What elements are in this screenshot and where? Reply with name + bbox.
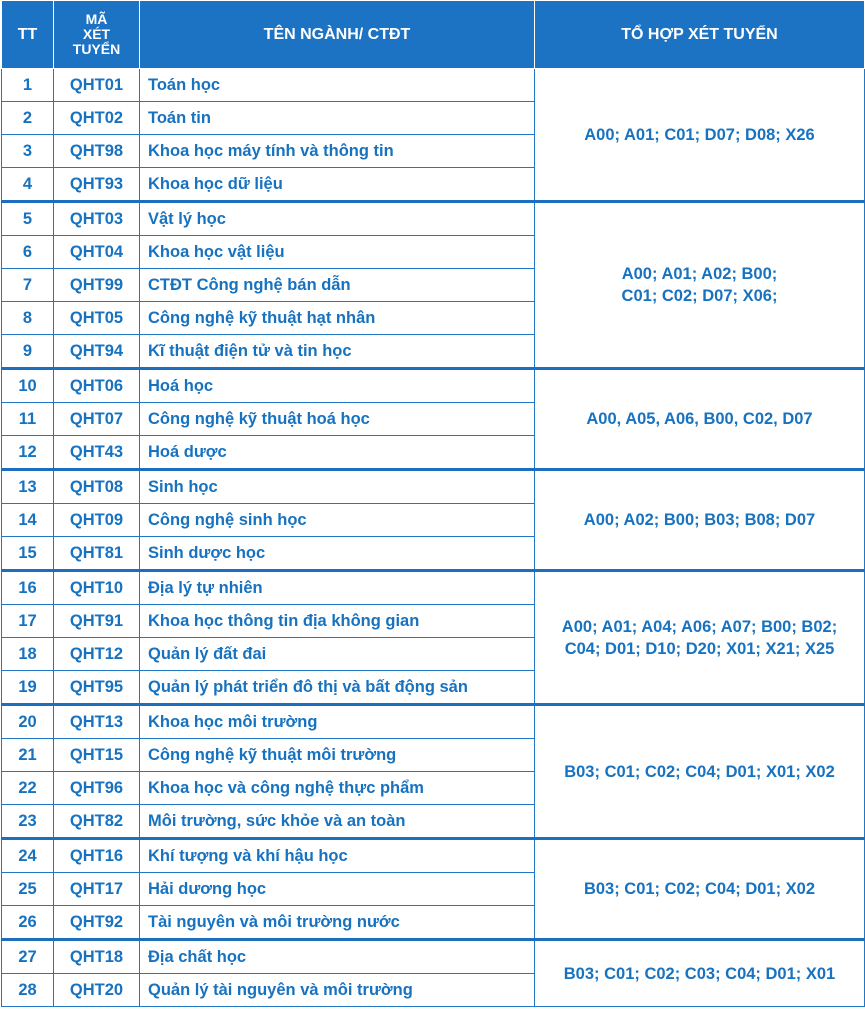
admission-code: QHT93 — [54, 168, 140, 202]
row-number: 16 — [2, 571, 54, 605]
admission-code: QHT16 — [54, 839, 140, 873]
program-name: Công nghệ sinh học — [140, 504, 535, 537]
program-name: Sinh dược học — [140, 537, 535, 571]
row-number: 27 — [2, 940, 54, 974]
combination-line: B03; C01; C02; C04; D01; X01; X02 — [564, 762, 835, 781]
admission-code: QHT43 — [54, 436, 140, 470]
row-number: 25 — [2, 873, 54, 906]
program-name: Công nghệ kỹ thuật hoá học — [140, 403, 535, 436]
admission-code: QHT10 — [54, 571, 140, 605]
table-row — [2, 202, 865, 236]
admission-code: QHT20 — [54, 974, 140, 1007]
row-number: 14 — [2, 504, 54, 537]
admission-code: QHT07 — [54, 403, 140, 436]
table-row — [2, 940, 865, 974]
subject-combinations — [535, 470, 865, 571]
program-name: Khoa học và công nghệ thực phẩm — [140, 772, 535, 805]
program-name: Hoá học — [140, 369, 535, 403]
row-number: 4 — [2, 168, 54, 202]
admission-code: QHT94 — [54, 335, 140, 369]
subject-combinations — [535, 705, 865, 839]
admission-code: QHT17 — [54, 873, 140, 906]
table-body — [2, 69, 865, 1007]
program-name: Toán học — [140, 69, 535, 102]
admission-code: QHT01 — [54, 69, 140, 102]
admission-code: QHT09 — [54, 504, 140, 537]
row-number: 5 — [2, 202, 54, 236]
program-name: Hoá dược — [140, 436, 535, 470]
row-number: 6 — [2, 236, 54, 269]
combination-line: B03; C01; C02; C03; C04; D01; X01 — [563, 964, 836, 983]
row-number: 11 — [2, 403, 54, 436]
program-name: Khoa học vật liệu — [140, 236, 535, 269]
combination-line: C04; D01; D10; D20; X01; X21; X25 — [564, 639, 835, 658]
row-number: 8 — [2, 302, 54, 335]
header-ten-nganh: TÊN NGÀNH/ CTĐT — [140, 1, 535, 69]
row-number: 15 — [2, 537, 54, 571]
table-row — [2, 470, 865, 504]
combination-line: A00, A05, A06, B00, C02, D07 — [586, 410, 813, 428]
admission-code: QHT81 — [54, 537, 140, 571]
row-number: 2 — [2, 102, 54, 135]
admission-code: QHT05 — [54, 302, 140, 335]
table-row — [2, 705, 865, 739]
admission-code: QHT04 — [54, 236, 140, 269]
subject-combinations — [535, 839, 865, 940]
row-number: 26 — [2, 906, 54, 940]
header-ma-xet-tuyen — [54, 1, 140, 69]
combination-line: A00; A01; A04; A06; A07; B00; B02; — [561, 617, 838, 636]
combination-line: A00; A01; A02; B00; — [621, 265, 778, 283]
program-name: Tài nguyên và môi trường nước — [140, 906, 535, 940]
admission-code: QHT08 — [54, 470, 140, 504]
row-number: 22 — [2, 772, 54, 805]
program-name: Hải dương học — [140, 873, 535, 906]
program-name: Quản lý phát triển đô thị và bất động sản — [140, 671, 535, 705]
row-number: 23 — [2, 805, 54, 839]
admission-code: QHT03 — [54, 202, 140, 236]
admission-code: QHT91 — [54, 605, 140, 638]
program-name: Công nghệ kỹ thuật môi trường — [140, 739, 535, 772]
row-number: 7 — [2, 269, 54, 302]
row-number: 28 — [2, 974, 54, 1007]
program-name: Toán tin — [140, 102, 535, 135]
program-name: Sinh học — [140, 470, 535, 504]
program-name: Vật lý học — [140, 202, 535, 236]
admission-code: QHT82 — [54, 805, 140, 839]
row-number: 18 — [2, 638, 54, 671]
header-ma-line: MÃ — [85, 11, 108, 27]
admission-code: QHT95 — [54, 671, 140, 705]
combination-line: C01; C02; D07; X06; — [621, 287, 778, 305]
table-row — [2, 69, 865, 102]
program-name: Môi trường, sức khỏe và an toàn — [140, 805, 535, 839]
subject-combinations — [535, 940, 865, 1007]
row-number: 24 — [2, 839, 54, 873]
admission-code: QHT12 — [54, 638, 140, 671]
admission-code: QHT92 — [54, 906, 140, 940]
table-row — [2, 369, 865, 403]
program-name: Địa chất học — [140, 940, 535, 974]
row-number: 13 — [2, 470, 54, 504]
subject-combinations — [535, 369, 865, 470]
header-ma-line: XÉT — [82, 26, 111, 42]
row-number: 12 — [2, 436, 54, 470]
admission-table — [1, 0, 865, 1007]
admission-code: QHT98 — [54, 135, 140, 168]
combination-line: B03; C01; C02; C04; D01; X02 — [583, 880, 816, 898]
table-row — [2, 839, 865, 873]
program-name: Địa lý tự nhiên — [140, 571, 535, 605]
admission-code: QHT06 — [54, 369, 140, 403]
program-name: Khoa học dữ liệu — [140, 168, 535, 202]
admission-code: QHT96 — [54, 772, 140, 805]
row-number: 1 — [2, 69, 54, 102]
subject-combinations — [535, 69, 865, 202]
table-row — [2, 571, 865, 605]
combination-line: A00; A02; B00; B03; B08; D07 — [583, 511, 816, 529]
program-name: CTĐT Công nghệ bán dẫn — [140, 269, 535, 302]
program-name: Khí tượng và khí hậu học — [140, 839, 535, 873]
header-to-hop: TỔ HỢP XÉT TUYỂN — [535, 1, 865, 69]
row-number: 3 — [2, 135, 54, 168]
program-name: Khoa học môi trường — [140, 705, 535, 739]
program-name: Khoa học máy tính và thông tin — [140, 135, 535, 168]
row-number: 20 — [2, 705, 54, 739]
admission-code: QHT13 — [54, 705, 140, 739]
subject-combinations — [535, 571, 865, 705]
admission-code: QHT99 — [54, 269, 140, 302]
admission-code: QHT02 — [54, 102, 140, 135]
row-number: 19 — [2, 671, 54, 705]
row-number: 21 — [2, 739, 54, 772]
combination-line: A00; A01; C01; D07; D08; X26 — [584, 125, 815, 144]
row-number: 10 — [2, 369, 54, 403]
admission-code: QHT18 — [54, 940, 140, 974]
program-name: Quản lý tài nguyên và môi trường — [140, 974, 535, 1007]
header-tt: TT — [2, 1, 54, 69]
program-name: Quản lý đất đai — [140, 638, 535, 671]
program-name: Kĩ thuật điện tử và tin học — [140, 335, 535, 369]
table-header — [2, 1, 865, 69]
program-name: Công nghệ kỹ thuật hạt nhân — [140, 302, 535, 335]
header-ma-line: TUYỂN — [72, 41, 121, 57]
row-number: 9 — [2, 335, 54, 369]
subject-combinations — [535, 202, 865, 369]
admission-code: QHT15 — [54, 739, 140, 772]
row-number: 17 — [2, 605, 54, 638]
program-name: Khoa học thông tin địa không gian — [140, 605, 535, 638]
